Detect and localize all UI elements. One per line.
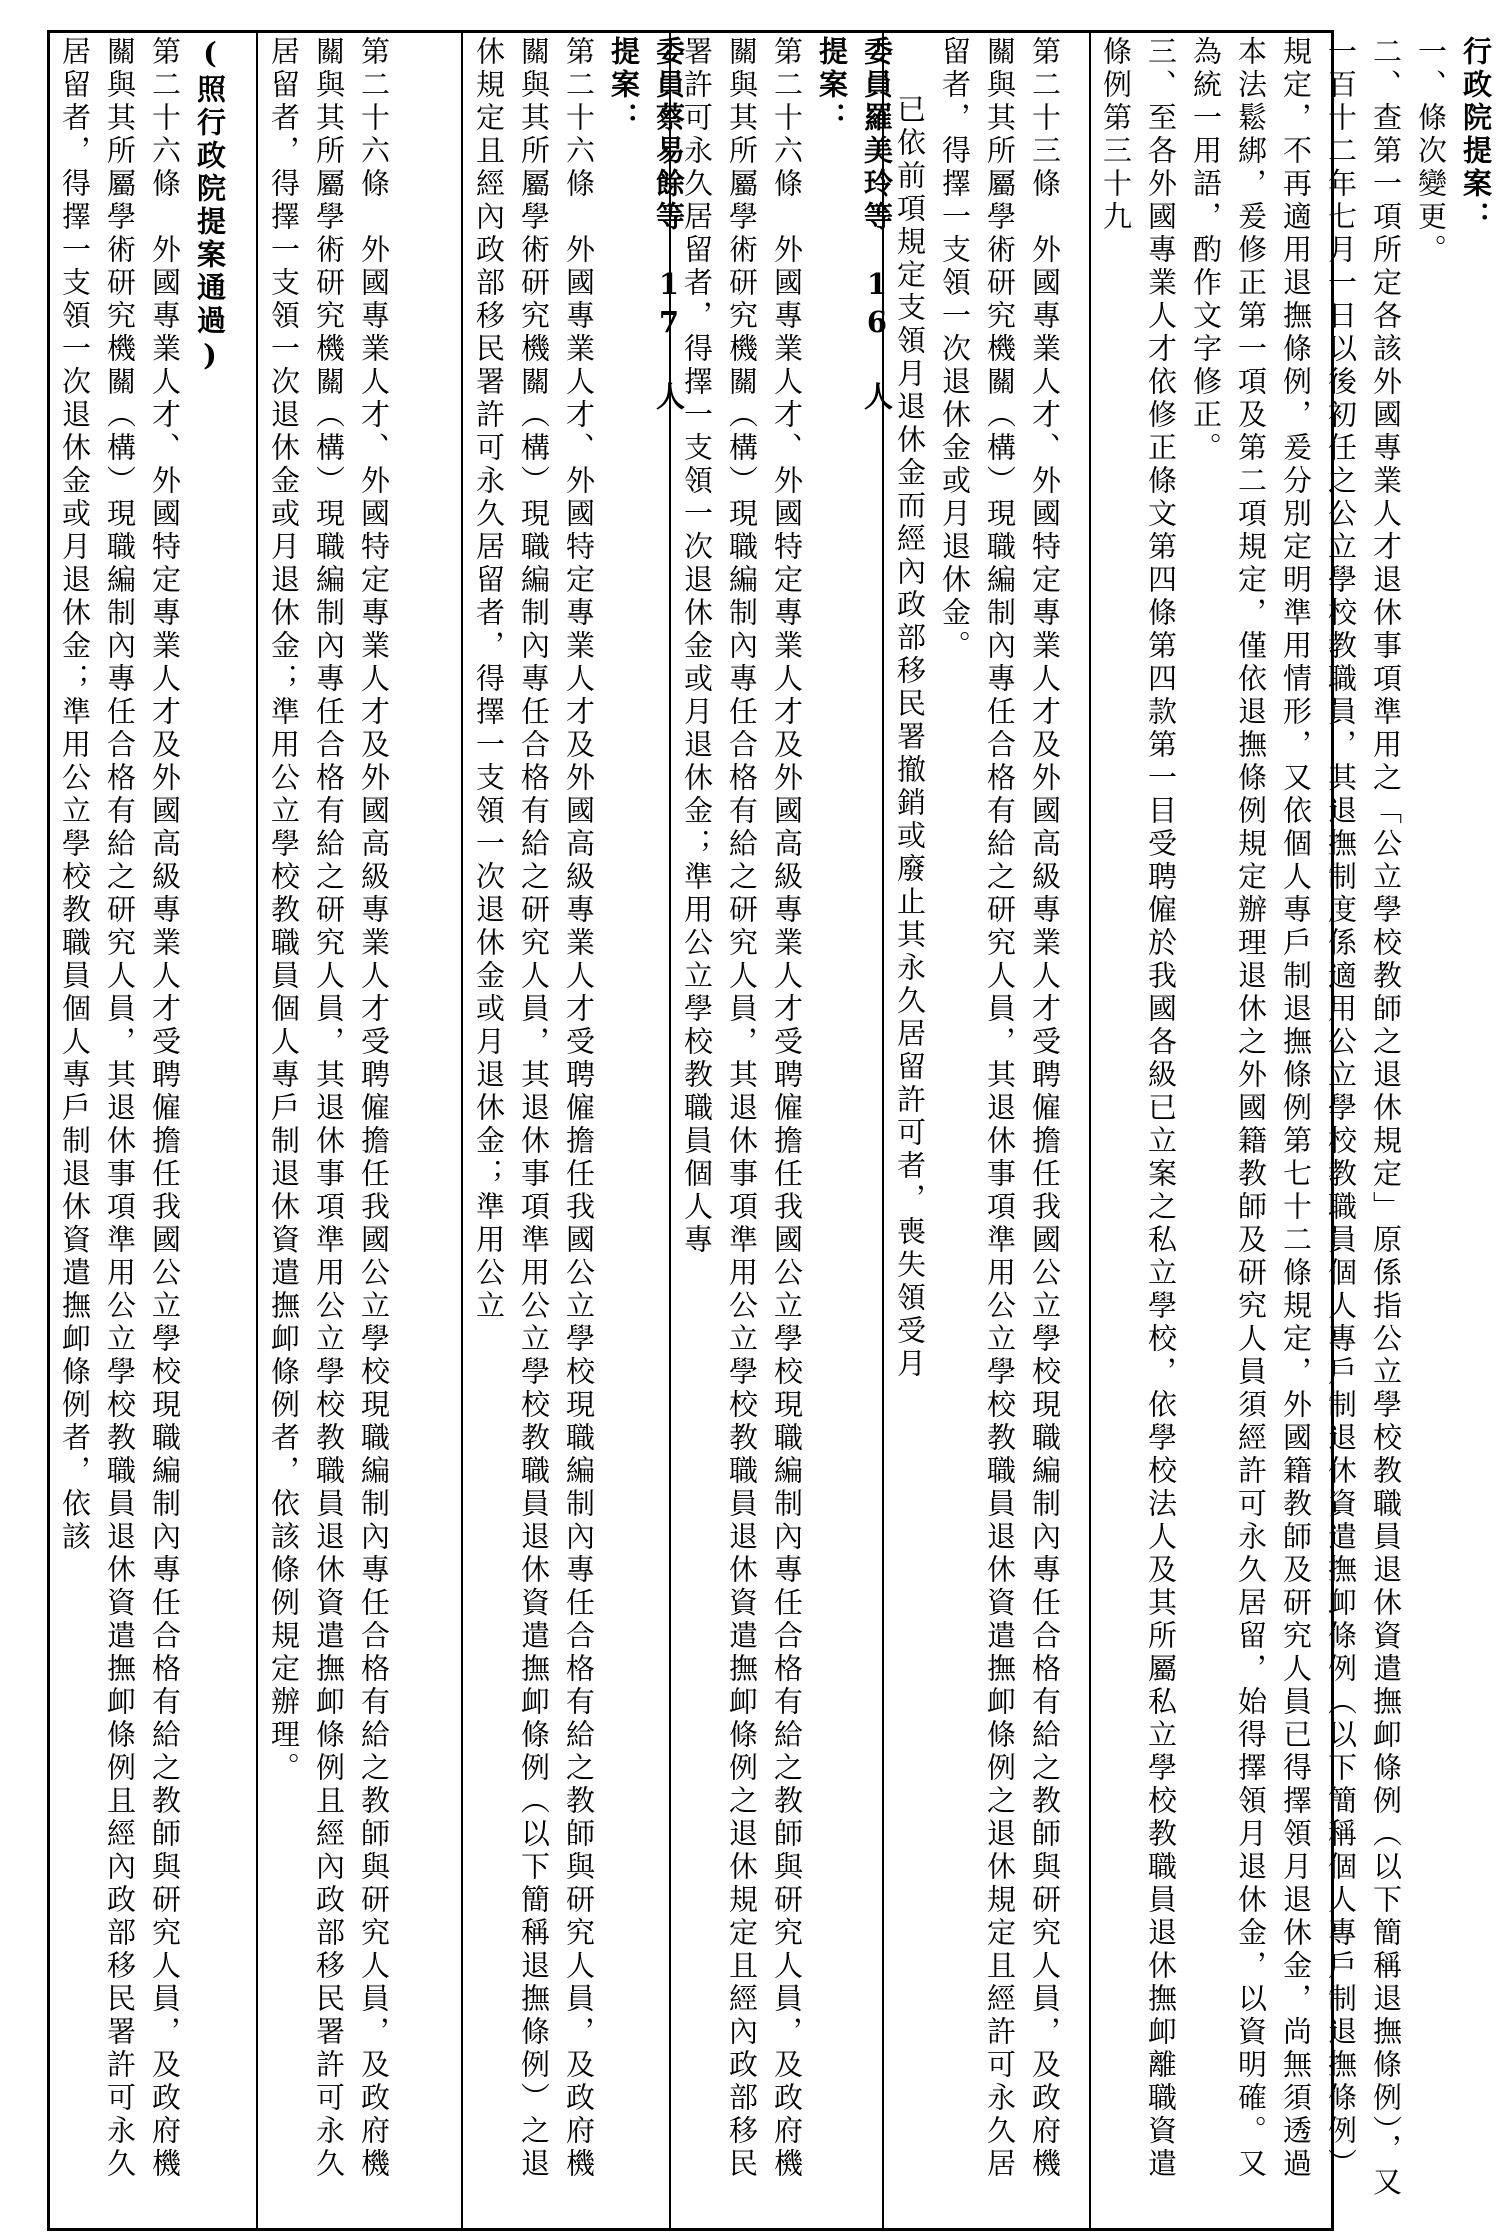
divider-5 [1089, 30, 1091, 2231]
column-passed-version [52, 36, 252, 2226]
item-2: 二、查第一項所定各該外國專業人才退休事項準用之「公立學校教師之退休規定」原係指公立學校教職員退休資遣撫卹條例（以下簡稱退撫條例），又一百十二年七月一日以後初任之公立學校教職員，其退撫制度係適用公立學校教職員個人專戶制退休資遣撫卹條例（以下簡稱個人專戶制退撫條例）規定，不再適用退撫條例，爰分別定明準用情形，又依個人專戶制退撫條例第七十二條規定，外國籍教師及研究人員已得擇領月退休金，尚無須透過本法鬆綁，爰修正第一項及第二項規定，僅依退撫條例規定辦理退休之外國籍教師及研究人員須經許可永久居留，始得擇領月退休金，以資明確。又為統一用語，酌作文字修正。 [1189, 36, 1403, 2200]
article-text: 第二十六條 外國專業人才、外國特定專業人才及外國高級專業人才受聘僱擔任我國公立學校現職編制內專任合格有給之教師與研究人員，及政府機關與其所屬學術研究機關（構）現職編制內專任合格有給之研究人員，其退休事項準用公立學校教職員退休資遣撫卹條例且經內政部移民署許可永久居留者，得擇一支領一次退休金或月退休金；準用公立學校教職員個人專戶制退休資遣撫卹條例者，依該條例規定辦理。 [267, 36, 391, 2181]
bottom-border [47, 2228, 1334, 2231]
article-text: 第二十六條 外國專業人才、外國特定專業人才及外國高級專業人才受聘僱擔任我國公立學校現職編制內專任合格有給之教師與研究人員，及政府機關與其所屬學術研究機關（構）現職編制內專任合格有給之研究人員，其退休事項準用公立學校教職員退休資遣撫卹條例之退休規定且經內政部移民署許可永久居留者，得擇一支領一次退休金或月退休金；準用公立學校教職員個人專 [680, 36, 804, 2181]
current-law-body [887, 36, 1067, 2206]
article-text: 第二十六條 外國專業人才、外國特定專業人才及外國高級專業人才受聘僱擔任我國公立學校現職編制內專任合格有給之教師與研究人員，及政府機關與其所屬學術研究機關（構）現職編制內專任合格有給之研究人員，其退休事項準用公立學校教職員退休資遣撫卹條例且經內政部移民署許可永久居留者，得擇一支領一次退休金或月退休金；準用公立學校教職員個人專戶制退休資遣撫卹條例者，依該 [58, 36, 182, 2181]
column-current-law [887, 36, 1085, 2226]
column-heading: (照行政院提案通過) [193, 36, 227, 376]
column-explanation [1093, 36, 1493, 2226]
divider-1 [256, 30, 258, 2231]
executive-proposal-body [261, 36, 396, 2206]
column-tsai-proposal [466, 36, 686, 2226]
item-3: 三、至各外國專業人才依修正條文第四條第四款第一目受聘僱於我國各級已立案之私立學校，依學校法人及其所屬私立學校教職員退休撫卹離職資遣條例第三十九 [1099, 36, 1178, 2181]
column-luo-proposal [674, 36, 894, 2226]
tsai-proposal-body [466, 36, 691, 2206]
article-text: 第二十六條 外國專業人才、外國特定專業人才及外國高級專業人才受聘僱擔任我國公立學校現職編制內專任合格有給之教師與研究人員，及政府機關與其所屬學術研究機關（構）現職編制內專任合格有給之研究人員，其退休事項準用公立學校教職員退休資遣撫卹條例（以下簡稱退撫條例）之退休規定且經內政部移民署許可永久居留者，得擇一支領一次退休金或月退休金；準用公立 [472, 36, 596, 2181]
top-border [47, 30, 1334, 33]
column-heading: 委員蔡易餘等 17 人 [652, 36, 686, 414]
article-text-2: 已依前項規定支領月退休金而經內政部移民署撤銷或廢止其永久居留許可者，喪失領受月 [893, 94, 927, 1381]
passed-version-body [52, 36, 232, 2206]
column-subheading: 提案： [607, 36, 641, 135]
column-heading: 委員羅美玲等 16 人 [860, 36, 894, 414]
item-1: 一、條次變更。 [1414, 36, 1448, 267]
divider-2 [461, 30, 463, 2231]
column-subheading: 提案： [815, 36, 849, 135]
explanation-body [1093, 36, 1498, 2206]
left-border [47, 30, 50, 2231]
column-heading: 行政院提案： [1459, 36, 1493, 234]
luo-proposal-body [674, 36, 899, 2206]
article-text: 第二十三條 外國專業人才、外國特定專業人才及外國高級專業人才受聘僱擔任我國公立學校現職編制內專任合格有給之教師與研究人員，及政府機關與其所屬學術研究機關（構）現職編制內專任合格有給之研究人員，其退休事項準用公立學校教職員退休資遣撫卹條例之退休規定且經許可永久居留者，得擇一支領一次退休金或月退休金。 [938, 36, 1062, 2181]
column-executive-proposal [261, 36, 457, 2226]
